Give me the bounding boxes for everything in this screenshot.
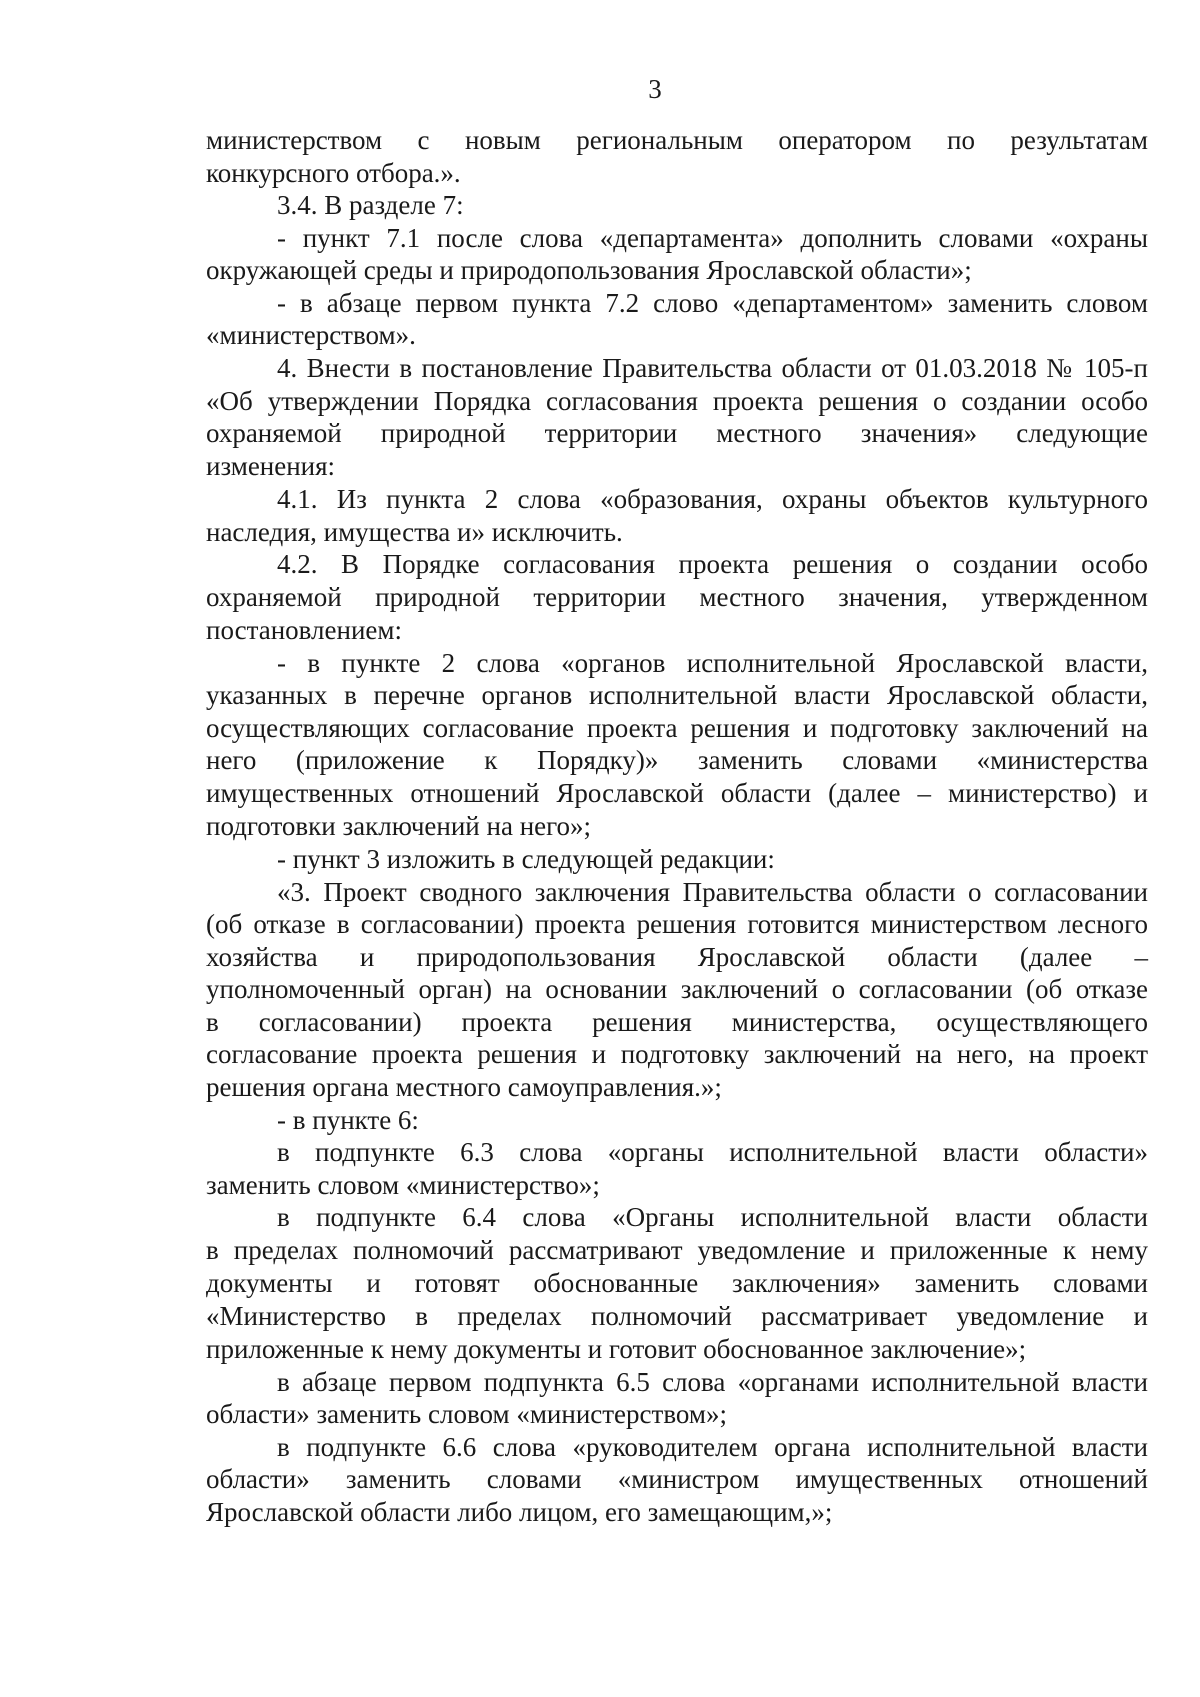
- text-line: - в пункте 6:: [277, 1105, 419, 1135]
- text-line: охраняемой природной территории местного значения» следующие: [206, 418, 1148, 448]
- text-line: уполномоченный орган) на основании заключений о согласовании (об отказе: [206, 974, 1148, 1004]
- text-line: документы и готовят обоснованные заключения» заменить словами: [206, 1268, 1148, 1298]
- text-line: хозяйства и природопользования Ярославской области (далее –: [206, 942, 1148, 972]
- text-line: «Об утверждении Порядка согласования проекта решения о создании особо: [206, 386, 1148, 416]
- page-number: 3: [648, 74, 662, 104]
- text-line: заменить словом «министерство»;: [206, 1170, 600, 1200]
- text-line: - в абзаце первом пункта 7.2 слово «департаментом» заменить словом: [277, 288, 1148, 318]
- text-line: имущественных отношений Ярославской области (далее – министерство) и: [206, 778, 1148, 808]
- text-line: «министерством».: [206, 320, 416, 350]
- text-line: области» заменить словами «министром имущественных отношений: [206, 1464, 1148, 1494]
- text-line: решения органа местного самоуправления.»;: [206, 1072, 722, 1102]
- text-line: - пункт 3 изложить в следующей редакции:: [277, 844, 775, 874]
- text-line: 4.1. Из пункта 2 слова «образования, охраны объектов культурного: [277, 484, 1148, 514]
- text-line: приложенные к нему документы и готовит обоснованное заключение»;: [206, 1334, 1027, 1364]
- text-line: в согласовании) проекта решения министерства, осуществляющего: [206, 1007, 1148, 1037]
- text-line: изменения:: [206, 451, 336, 481]
- text-line: области» заменить словом «министерством»;: [206, 1399, 727, 1429]
- text-line: осуществляющих согласование проекта решения и подготовку заключений на: [206, 713, 1148, 743]
- text-line: Ярославской области либо лицом, его замещающим,»;: [206, 1497, 833, 1527]
- text-line: окружающей среды и природопользования Ярославской области»;: [206, 255, 972, 285]
- text-line: в подпункте 6.3 слова «органы исполнительной власти области»: [277, 1137, 1148, 1167]
- text-line: в подпункте 6.4 слова «Органы исполнительной власти области: [277, 1202, 1148, 1232]
- text-line: 4. Внести в постановление Правительства области от 01.03.2018 № 105-п: [277, 353, 1148, 383]
- text-line: 4.2. В Порядке согласования проекта решения о создании особо: [277, 549, 1148, 579]
- text-line: 3.4. В разделе 7:: [277, 190, 464, 220]
- text-line: подготовки заключений на него»;: [206, 811, 592, 841]
- text-line: в абзаце первом подпункта 6.5 слова «органами исполнительной власти: [277, 1367, 1148, 1397]
- text-line: в подпункте 6.6 слова «руководителем органа исполнительной власти: [277, 1432, 1148, 1462]
- text-line: «3. Проект сводного заключения Правительства области о согласовании: [277, 877, 1148, 907]
- text-line: министерством с новым региональным оператором по результатам: [206, 125, 1148, 155]
- text-line: конкурсного отбора.».: [206, 158, 461, 188]
- text-line: - пункт 7.1 после слова «департамента» дополнить словами «охраны: [277, 223, 1148, 253]
- text-line: «Министерство в пределах полномочий рассматривает уведомление и: [206, 1301, 1148, 1331]
- text-line: наследия, имущества и» исключить.: [206, 517, 623, 547]
- text-line: постановлением:: [206, 615, 402, 645]
- text-line: указанных в перечне органов исполнительной власти Ярославской области,: [206, 680, 1148, 710]
- text-line: него (приложение к Порядку)» заменить словами «министерства: [206, 745, 1148, 775]
- text-line: - в пункте 2 слова «органов исполнительной Ярославской власти,: [277, 648, 1148, 678]
- text-line: согласование проекта решения и подготовку заключений на него, на проект: [206, 1039, 1148, 1069]
- text-line: (об отказе в согласовании) проекта решения готовится министерством лесного: [206, 909, 1148, 939]
- text-line: охраняемой природной территории местного значения, утвержденном: [206, 582, 1148, 612]
- text-line: в пределах полномочий рассматривают уведомление и приложенные к нему: [206, 1235, 1148, 1265]
